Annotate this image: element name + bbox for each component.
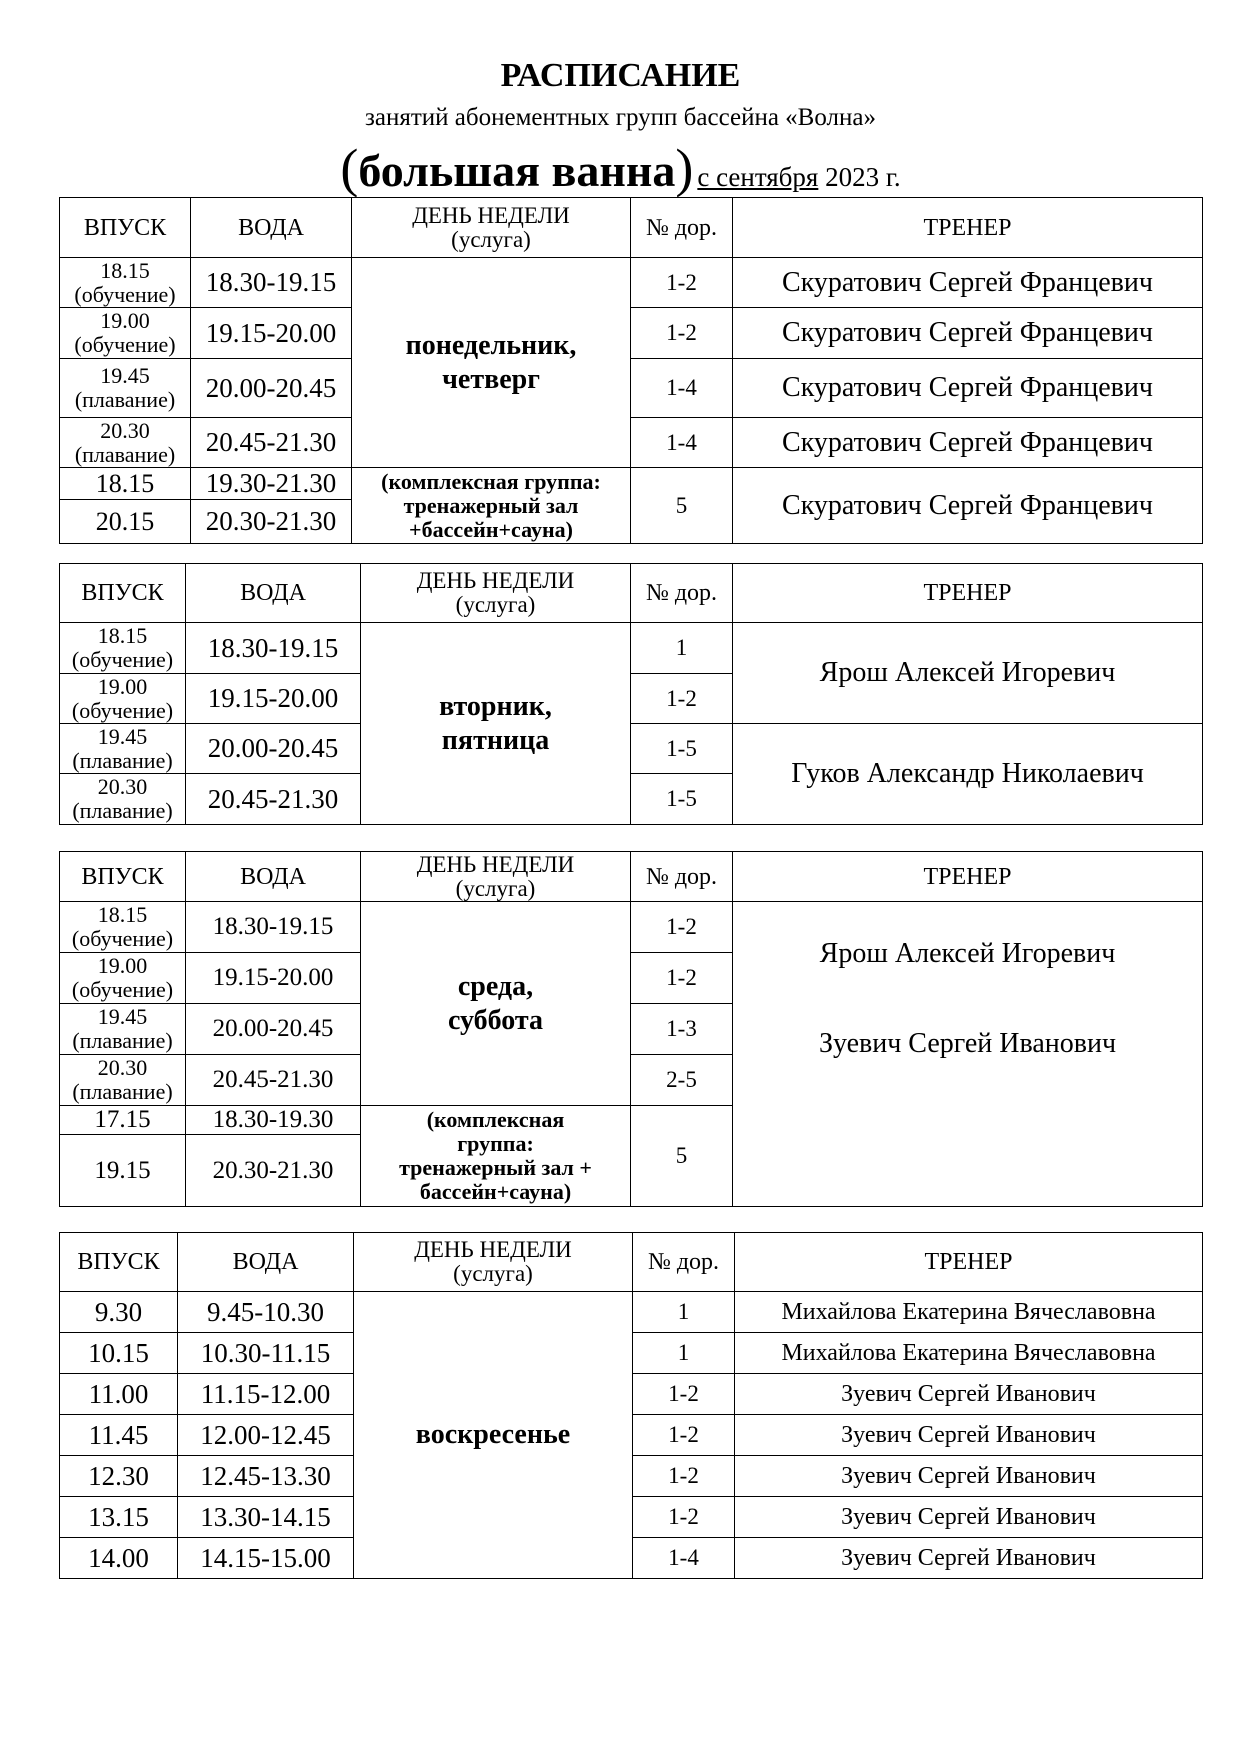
lane-cell: 1 [633,1333,735,1374]
open-paren: ( [340,138,359,198]
lane-cell: 5 [631,468,733,544]
schedule-table-sunday [59,1232,1203,1579]
col-water-header: ВОДА [186,852,361,902]
entry-cell [60,623,186,674]
entry-time: 20.30 [100,417,150,443]
page-subtitle: занятий абонементных групп бассейна «Волна» [365,104,876,131]
complex-group-label: (комплексная [426,1107,565,1132]
complex-group-label: бассейн+сауна) [419,1179,572,1204]
entry-cell [60,418,191,468]
lane-cell: 5 [631,1106,733,1207]
year-label: 2023 г. [818,162,901,192]
water-time-cell: 19.15-20.00 [191,308,352,359]
col-day-header [352,198,631,258]
water-time-cell: 12.45-13.30 [178,1456,354,1497]
water-time-cell: 13.30-14.15 [178,1497,354,1538]
lane-cell: 1-2 [631,674,733,724]
day-cell [361,902,631,1106]
entry-kind: (плавание) [74,441,176,467]
water-time-cell: 20.45-21.30 [186,774,361,825]
service-header-label: (услуга) [453,1261,533,1286]
entry-time: 19.45 [100,363,150,388]
entry-time: 18.15 [97,902,148,927]
entry-cell: 18.15 [60,468,191,500]
complex-group-label: +бассейн+сауна) [409,516,573,542]
entry-kind: (обучение) [74,332,176,357]
water-time-cell: 20.30-21.30 [186,1135,361,1207]
col-water-header: ВОДА [186,564,361,623]
lane-cell: 1-2 [631,902,733,953]
entry-time: 18.15 [97,623,148,648]
col-day-header [354,1233,633,1292]
entry-kind: (обучение) [71,926,174,951]
complex-group-cell [352,468,631,544]
lane-cell: 1-2 [633,1415,735,1456]
entry-time: 20.30 [97,1055,148,1080]
entry-time: 19.00 [97,673,148,699]
water-time-cell: 20.45-21.30 [186,1055,361,1106]
lane-cell: 1-2 [633,1374,735,1415]
col-entry-header: ВПУСК [60,852,186,902]
entry-time: 20.30 [97,774,148,799]
water-time-cell: 11.15-12.00 [178,1374,354,1415]
lane-cell: 1 [631,623,733,674]
lane-cell: 1-5 [631,724,733,774]
entry-kind: (плавание) [72,1028,173,1053]
water-time-cell: 12.00-12.45 [178,1415,354,1456]
col-coach-header: ТРЕНЕР [735,1233,1203,1292]
schedule-table-wed-sat [59,851,1203,1207]
lane-cell: 1-5 [631,774,733,825]
water-time-cell: 20.00-20.45 [191,359,352,418]
entry-cell: 13.15 [60,1497,178,1538]
coach-cell: Михайлова Екатерина Вячеславовна [735,1333,1203,1374]
lane-cell: 1-4 [631,359,733,418]
day-cell [352,258,631,468]
water-time-cell: 18.30-19.15 [186,623,361,674]
entry-kind: (плавание) [74,387,176,412]
lane-cell: 1-3 [631,1004,733,1055]
complex-group-cell [361,1106,631,1207]
entry-kind: (плавание) [72,798,173,823]
lane-cell: 1-2 [631,308,733,359]
col-day-header [361,852,631,902]
schedule-table-mon-thu [59,197,1203,544]
coach-cell: Зуевич Сергей Иванович [735,1497,1203,1538]
coach-cell: Зуевич Сергей Иванович [735,1374,1203,1415]
entry-cell: 12.30 [60,1456,178,1497]
water-time-cell: 14.15-15.00 [178,1538,354,1579]
coach-name: Зуевич Сергей Иванович [818,1028,1117,1059]
entry-kind: (обучение) [71,647,174,672]
service-header-label: (услуга) [451,226,531,252]
day-label: среда, [457,970,534,1002]
entry-cell: 17.15 [60,1106,186,1135]
day-label: суббота [447,1004,544,1036]
col-coach-header: ТРЕНЕР [733,564,1203,623]
entry-kind: (обучение) [74,281,176,307]
water-time-cell: 10.30-11.15 [178,1333,354,1374]
lane-cell: 1-2 [633,1497,735,1538]
day-label: пятница [441,724,550,756]
day-cell [361,623,631,825]
col-lane-header: № дор. [631,198,733,258]
coach-name: Ярош Алексей Игоревич [819,938,1116,969]
water-time-cell: 19.15-20.00 [186,674,361,724]
water-time-cell: 20.00-20.45 [186,1004,361,1055]
col-water-header: ВОДА [191,198,352,258]
entry-cell [60,359,191,418]
coach-cell [733,902,1203,1207]
entry-cell: 11.45 [60,1415,178,1456]
entry-kind: (обучение) [71,977,174,1002]
entry-cell: 11.00 [60,1374,178,1415]
water-time-cell: 18.30-19.30 [186,1106,361,1135]
coach-cell: Скуратович Сергей Францевич [733,418,1203,468]
lane-cell: 1-2 [633,1456,735,1497]
entry-time: 18.15 [100,257,150,283]
coach-cell: Ярош Алексей Игоревич [733,623,1203,724]
entry-time: 19.45 [97,1004,148,1029]
col-coach-header: ТРЕНЕР [733,198,1203,258]
lane-cell: 1 [633,1292,735,1333]
water-time-cell: 20.45-21.30 [191,418,352,468]
day-label: вторник, [439,690,552,722]
col-water-header: ВОДА [178,1233,354,1292]
coach-cell: Скуратович Сергей Францевич [733,258,1203,308]
day-cell: воскресенье [354,1292,633,1579]
entry-cell: 19.15 [60,1135,186,1207]
col-lane-header: № дор. [633,1233,735,1292]
col-lane-header: № дор. [631,564,733,623]
complex-group-label: тренажерный зал + [399,1155,592,1180]
entry-cell: 10.15 [60,1333,178,1374]
coach-cell: Зуевич Сергей Иванович [735,1538,1203,1579]
entry-cell [60,258,191,308]
col-day-header [361,564,631,623]
coach-cell: Скуратович Сергей Францевич [733,359,1203,418]
entry-cell: 20.15 [60,500,191,544]
entry-cell [60,1004,186,1055]
day-label: понедельник, [405,329,577,361]
day-header-label: ДЕНЬ НЕДЕЛИ [416,568,575,593]
bath-name: большая ванна [358,145,676,196]
entry-cell [60,953,186,1004]
entry-cell [60,902,186,953]
entry-cell [60,1055,186,1106]
day-header-label: ДЕНЬ НЕДЕЛИ [412,202,570,228]
coach-cell: Зуевич Сергей Иванович [735,1456,1203,1497]
coach-cell: Гуков Александр Николаевич [733,724,1203,825]
page-title: РАСПИСАНИЕ [500,57,741,94]
water-time-cell: 18.30-19.15 [186,902,361,953]
complex-group-label: тренажерный зал [403,492,579,518]
service-header-label: (услуга) [455,875,536,901]
entry-cell: 14.00 [60,1538,178,1579]
lane-cell: 1-4 [631,418,733,468]
lane-cell: 2-5 [631,1055,733,1106]
water-time-cell: 18.30-19.15 [191,258,352,308]
water-time-cell: 19.15-20.00 [186,953,361,1004]
complex-group-label: группа: [457,1131,534,1156]
entry-kind: (плавание) [72,747,173,773]
entry-kind: (плавание) [72,1079,173,1104]
col-entry-header: ВПУСК [60,1233,178,1292]
close-paren: ) [675,138,694,198]
entry-kind: (обучение) [71,697,174,723]
entry-cell [60,774,186,825]
coach-cell: Зуевич Сергей Иванович [735,1415,1203,1456]
entry-cell [60,674,186,724]
col-entry-header: ВПУСК [60,564,186,623]
lane-cell: 1-2 [631,258,733,308]
since-label: с сентября [697,162,819,192]
complex-group-label: (комплексная группа: [381,468,601,494]
lane-cell: 1-2 [631,953,733,1004]
entry-cell [60,308,191,359]
col-lane-header: № дор. [631,852,733,902]
schedule-table-tue-fri [59,563,1203,825]
entry-time: 19.45 [97,723,148,749]
water-time-cell: 9.45-10.30 [178,1292,354,1333]
water-time-cell: 19.30-21.30 [191,468,352,500]
coach-cell: Скуратович Сергей Францевич [733,308,1203,359]
day-label: четверг [442,363,540,395]
col-coach-header: ТРЕНЕР [733,852,1203,902]
lane-cell: 1-4 [633,1538,735,1579]
coach-cell: Скуратович Сергей Францевич [733,468,1203,544]
entry-time: 19.00 [97,953,148,978]
day-header-label: ДЕНЬ НЕДЕЛИ [414,1237,572,1262]
col-entry-header: ВПУСК [60,198,191,258]
entry-cell: 9.30 [60,1292,178,1333]
entry-time: 19.00 [100,308,150,333]
coach-cell: Михайлова Екатерина Вячеславовна [735,1292,1203,1333]
service-header-label: (услуга) [455,592,536,617]
water-time-cell: 20.30-21.30 [191,500,352,544]
day-header-label: ДЕНЬ НЕДЕЛИ [416,851,575,877]
water-time-cell: 20.00-20.45 [186,724,361,774]
entry-cell [60,724,186,774]
